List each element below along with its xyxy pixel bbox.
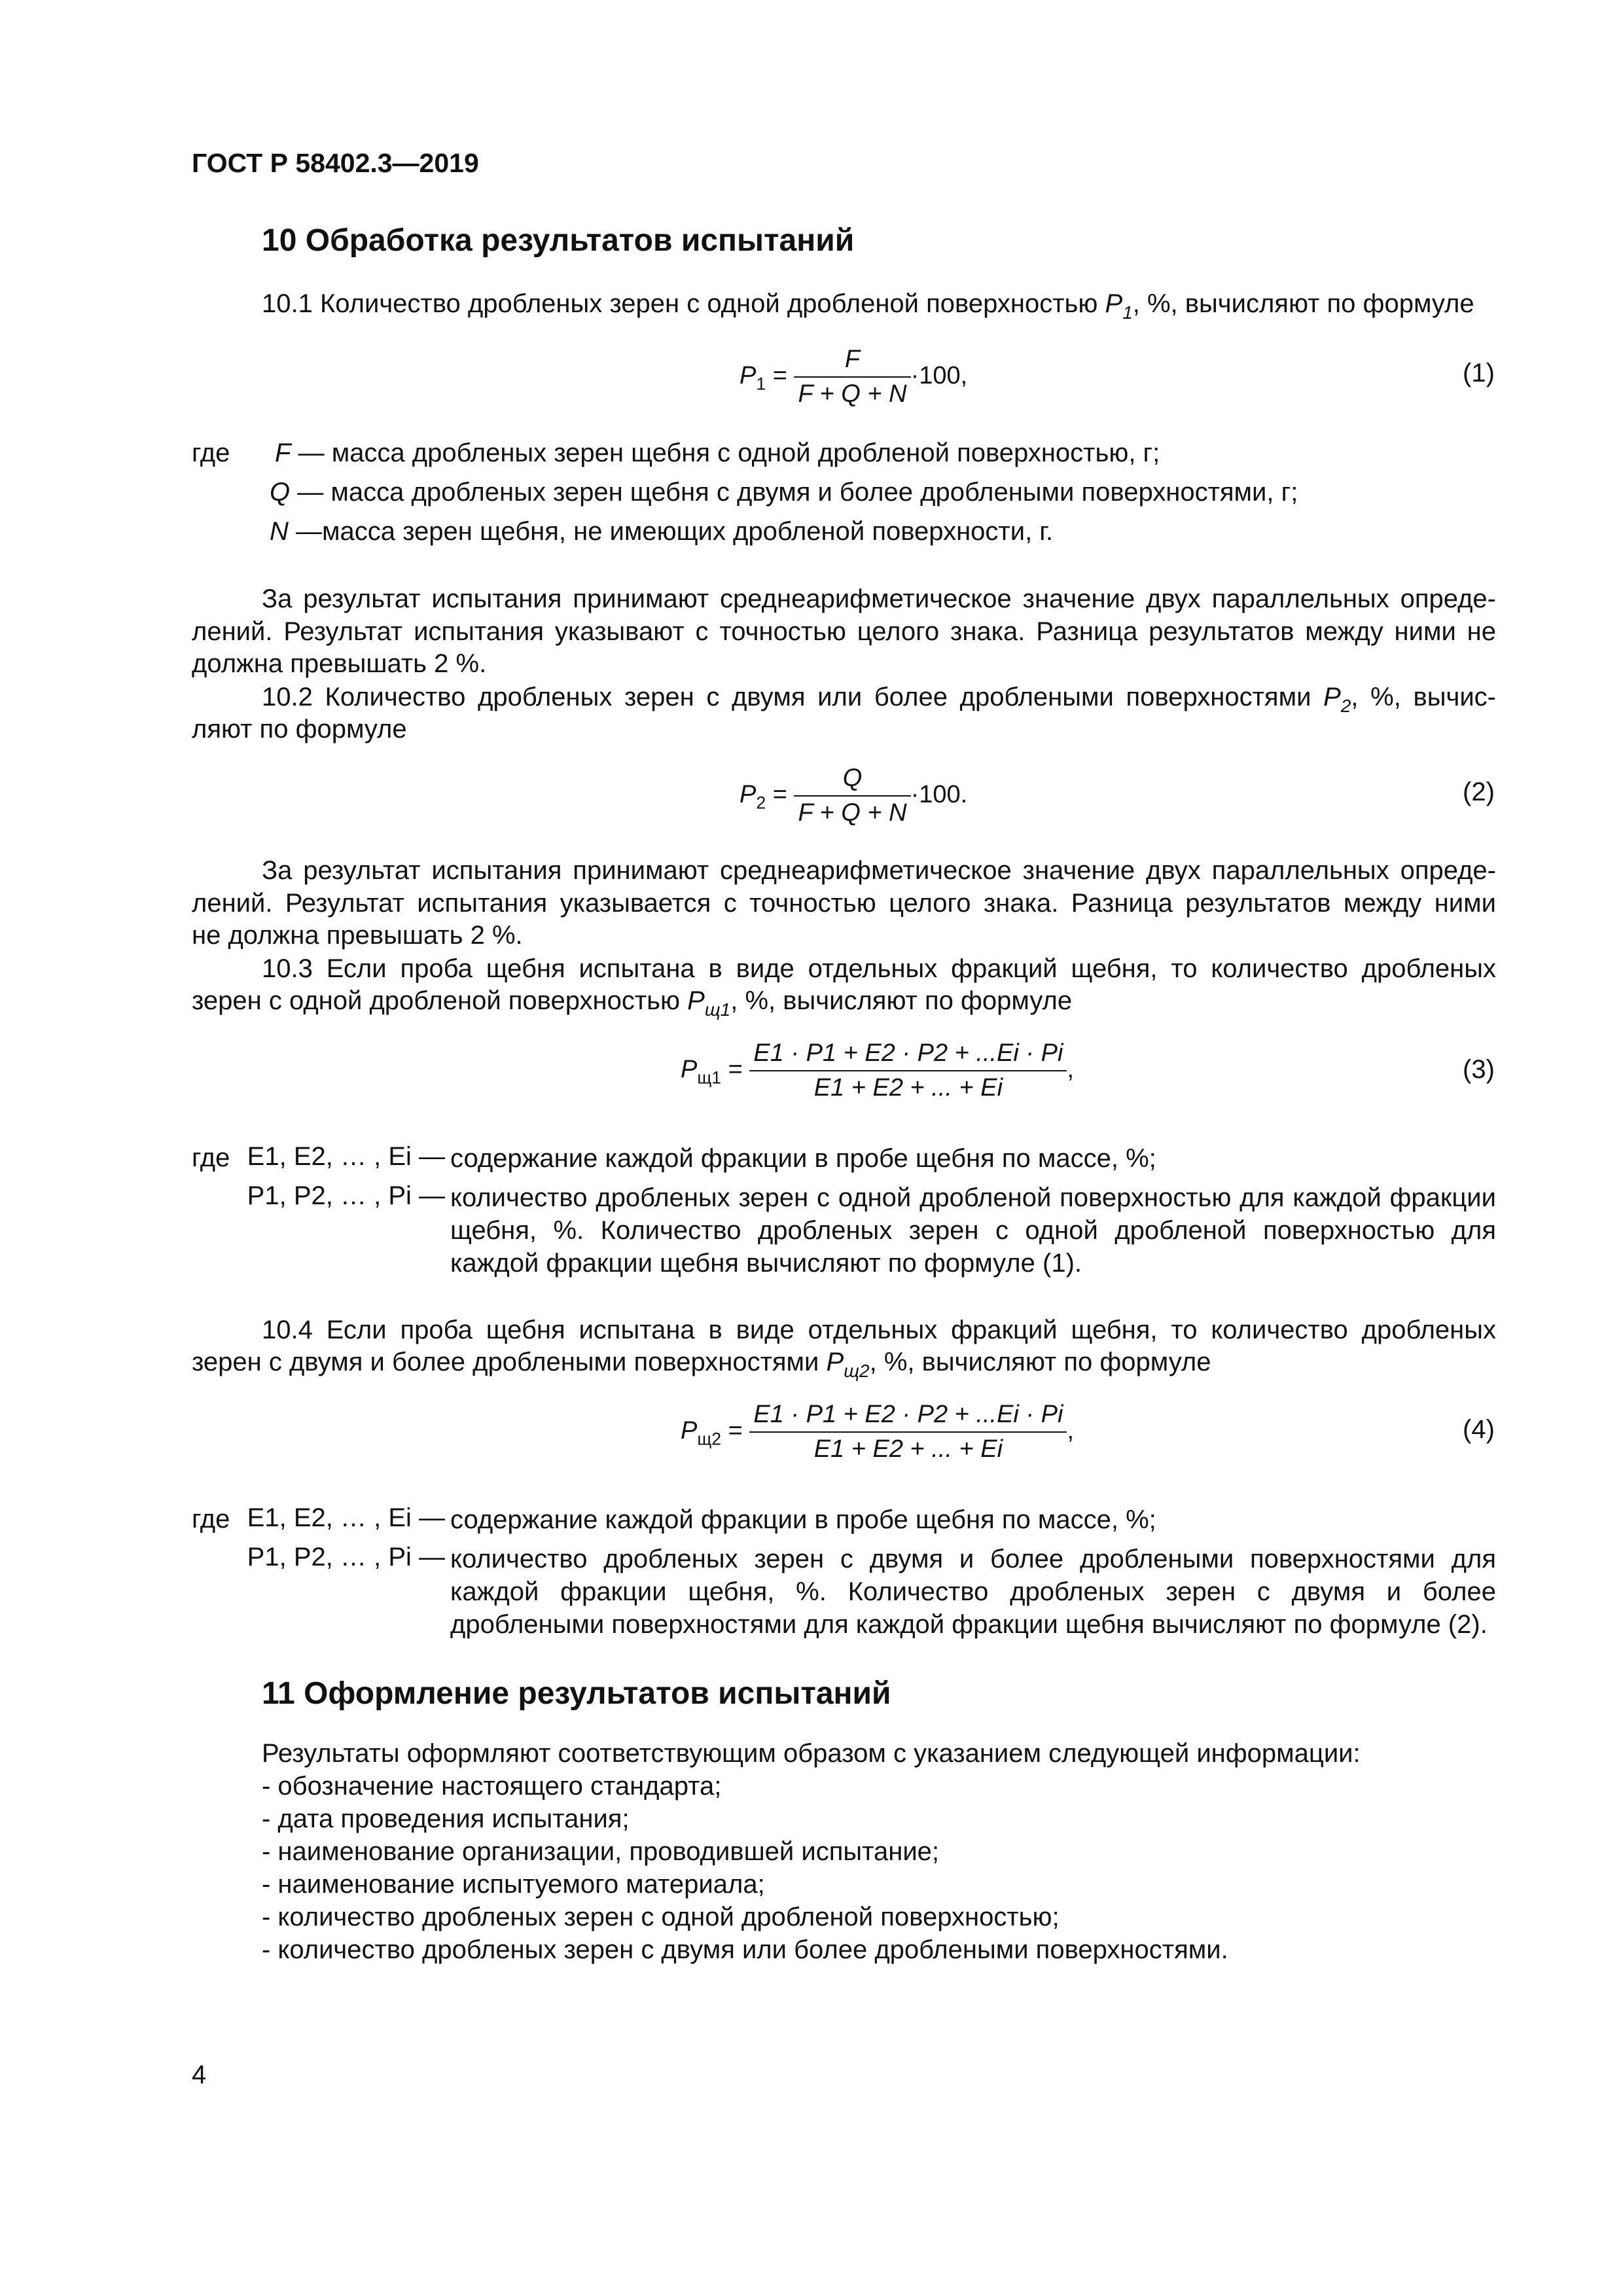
definition-4-e-label: E1, E2, … , Ei — <box>247 1503 445 1532</box>
paragraph-10-1 <box>262 288 1474 323</box>
definition-n-text: масса зерен щебня, не имеющих дробленой поверхности, г. <box>322 517 1054 546</box>
paragraph-10-3-line-2 <box>192 985 1073 1020</box>
symbol-p-shch2: $P_{щ2}$ <box>826 1348 870 1381</box>
list-item: - наименование организации, проводившей испытание; <box>262 1837 940 1866</box>
definition-f-symbol: F <box>275 439 291 467</box>
formula-4-lhs-sub: щ2 <box>697 1429 722 1449</box>
result-paragraph-a-line-1: За результат испытания принимают среднеарифметическое значение двух параллельных опреде- <box>262 584 1496 613</box>
definition-3-e-text: содержание каждой фракции в пробе щебня по массе, %; <box>450 1144 1156 1173</box>
section-10-title: 10 Обработка результатов испытаний <box>262 223 855 258</box>
formula-3-lhs: P <box>681 1056 698 1084</box>
symbol-p2: $P_2$ <box>1323 683 1351 716</box>
paragraph-10-3-line-1: 10.3 Если проба щебня испытана в виде отдельных фракций щебня, то количество дробленых <box>262 954 1496 983</box>
definition-4-p-label: P1, P2, … , Pi — <box>247 1543 445 1571</box>
list-item: - наименование испытуемого материала; <box>262 1870 765 1899</box>
definition-3-p-label: P1, P2, … , Pi — <box>247 1181 445 1210</box>
paragraph-10-2-line-1 <box>192 681 1497 716</box>
section-11-intro: Результаты оформляют соответствующим образом с указанием следующей информации: <box>262 1739 1361 1768</box>
formula-1-fraction <box>794 346 910 408</box>
formula-4-tail: , <box>1067 1417 1074 1445</box>
paragraph-10-4-line-1: 10.4 Если проба щебня испытана в виде отдельных фракций щебня, то количество дробленых <box>262 1316 1496 1344</box>
formula-1-numerator: F <box>794 346 910 378</box>
formula-1-lhs: P <box>740 362 757 390</box>
paragraph-10-2-line-2: ляют по формуле <box>192 715 407 744</box>
result-paragraph-a-line-3: должна превышать 2 %. <box>192 649 487 678</box>
formula-1-tail: ·100, <box>910 362 968 390</box>
formula-4: $P_{щ2}$ = $\frac{E1 \cdot P1 + E2 \cdot P2 + ...Ei \cdot Pi}{E1 + E2 + ... + Ei}$ , <box>681 1401 1074 1463</box>
formula-3-number: (3) <box>1463 1055 1495 1084</box>
result-paragraph-a-line-2: лений. Результат испытания указывают с точностью целого знака. Разница результатов между ними не <box>192 617 1496 646</box>
list-item: - количество дробленых зерен с двумя или более дроблеными поверхностями. <box>262 1935 1228 1964</box>
result-paragraph-b-line-1: За результат испытания принимают среднеарифметическое значение двух параллельных опреде- <box>262 856 1496 885</box>
formula-3-lhs-sub: щ1 <box>697 1067 722 1088</box>
formula-4-numerator: E1 · P1 + E2 · P2 + ...Ei · Pi <box>749 1401 1067 1433</box>
formula-2-denominator: F + Q + N <box>798 799 907 827</box>
formula-4-fraction <box>749 1401 1067 1463</box>
formula-1-number: (1) <box>1463 359 1495 387</box>
definition-4-p-text: количество дробленых зерен с двумя и более дроблеными поверхностями для каждой фракции щебня, %. Количество дробленых зерен с двумя и более дроблеными поверхностями для каждой фракции щебня вычисляют по формуле (2). <box>450 1545 1496 1639</box>
definition-3-p-text: количество дробленых зерен с одной дробленой поверхностью для каждой фракции щебня, %. Количество дробленых зерен с одной дробленой поверхностью для каждой фракции щебня вычисляют по формуле (1). <box>450 1183 1496 1278</box>
paragraph-10-2-text: 10.2 Количество дробленых зерен с двумя или более дроблеными поверхностями <box>262 683 1324 711</box>
result-paragraph-b-line-3: не должна превышать 2 %. <box>192 921 523 950</box>
definition-n-dash: — <box>296 517 323 546</box>
definition-q-dash: — <box>297 478 324 507</box>
formula-2-lhs-sub: 2 <box>756 793 766 813</box>
formula-2-fraction <box>794 764 910 827</box>
formula-1-lhs-sub: 1 <box>756 374 766 394</box>
formula-2-number: (2) <box>1463 778 1495 806</box>
formula-4-lhs: P <box>681 1417 698 1445</box>
where-label-3: где <box>192 1143 230 1172</box>
definition-4-e-text: содержание каждой фракции в пробе щебня по массе, %; <box>450 1505 1156 1534</box>
formula-4-denominator: E1 + E2 + ... + Ei <box>813 1435 1003 1463</box>
paragraph-10-3-tail: , %, вычисляют по формуле <box>730 986 1073 1015</box>
definition-3-e-label: E1, E2, … , Ei — <box>247 1142 445 1171</box>
symbol-p1: $P_1$ <box>1105 289 1133 323</box>
formula-2-numerator: Q <box>794 764 910 797</box>
formula-2: $P_2$ = $\frac{Q}{F + Q + N}$ ·100. <box>740 764 968 827</box>
definition-n-symbol: N <box>270 517 289 546</box>
definition-n <box>270 516 1053 547</box>
formula-3-denominator: E1 + E2 + ... + Ei <box>813 1074 1003 1102</box>
paragraph-10-1-text: 10.1 Количество дробленых зерен с одной дробленой поверхностью <box>262 289 1105 318</box>
definition-f-text: масса дробленых зерен щебня с одной дробленой поверхностью, г; <box>331 439 1160 467</box>
symbol-p-shch1: $P_{щ1}$ <box>687 986 731 1020</box>
definition-q <box>270 476 1298 508</box>
formula-3-numerator: E1 · P1 + E2 · P2 + ...Ei · Pi <box>749 1039 1067 1071</box>
formula-2-lhs: P <box>740 781 757 809</box>
where-label-1: где <box>192 439 230 467</box>
standard-code-header: ГОСТ Р 58402.3—2019 <box>192 148 479 178</box>
paragraph-10-2-tail: , %, вычис- <box>1351 683 1497 711</box>
definition-q-symbol: Q <box>270 478 291 507</box>
list-item: - дата проведения испытания; <box>262 1804 630 1833</box>
list-item: - обозначение настоящего стандарта; <box>262 1772 722 1801</box>
paragraph-10-3-text: зерен с одной дробленой поверхностью <box>192 986 688 1015</box>
formula-3-tail: , <box>1067 1056 1074 1084</box>
formula-4-number: (4) <box>1463 1415 1495 1444</box>
formula-3-fraction <box>749 1039 1067 1102</box>
definition-f <box>275 437 1160 469</box>
result-paragraph-b-line-2: лений. Результат испытания указывается с точностью целого знака. Разница результатов между ними <box>192 889 1496 918</box>
paragraph-10-1-tail: , %, вычисляют по формуле <box>1132 289 1474 318</box>
definition-f-dash: — <box>298 439 325 467</box>
formula-1-denominator: F + Q + N <box>798 380 907 408</box>
paragraph-10-4-tail: , %, вычисляют по формуле <box>869 1348 1211 1376</box>
formula-3: $P_{щ1}$ = $\frac{E1 \cdot P1 + E2 \cdot P2 + ...Ei \cdot Pi}{E1 + E2 + ... + Ei}$ , <box>681 1039 1074 1102</box>
definition-q-text: масса дробленых зерен щебня с двумя и более дроблеными поверхностями, г; <box>330 478 1298 507</box>
page-number: 4 <box>192 2060 207 2089</box>
where-label-4: где <box>192 1505 230 1534</box>
paragraph-10-4-text: зерен с двумя и более дроблеными поверхностями <box>192 1348 827 1376</box>
section-11-title: 11 Оформление результатов испытаний <box>262 1676 891 1711</box>
paragraph-10-4-line-2 <box>192 1346 1211 1381</box>
formula-2-tail: ·100. <box>910 781 968 809</box>
list-item: - количество дробленых зерен с одной дробленой поверхностью; <box>262 1903 1060 1931</box>
formula-1: $P_1$ = $\frac{F}{F + Q + N}$ ·100, <box>740 346 968 408</box>
